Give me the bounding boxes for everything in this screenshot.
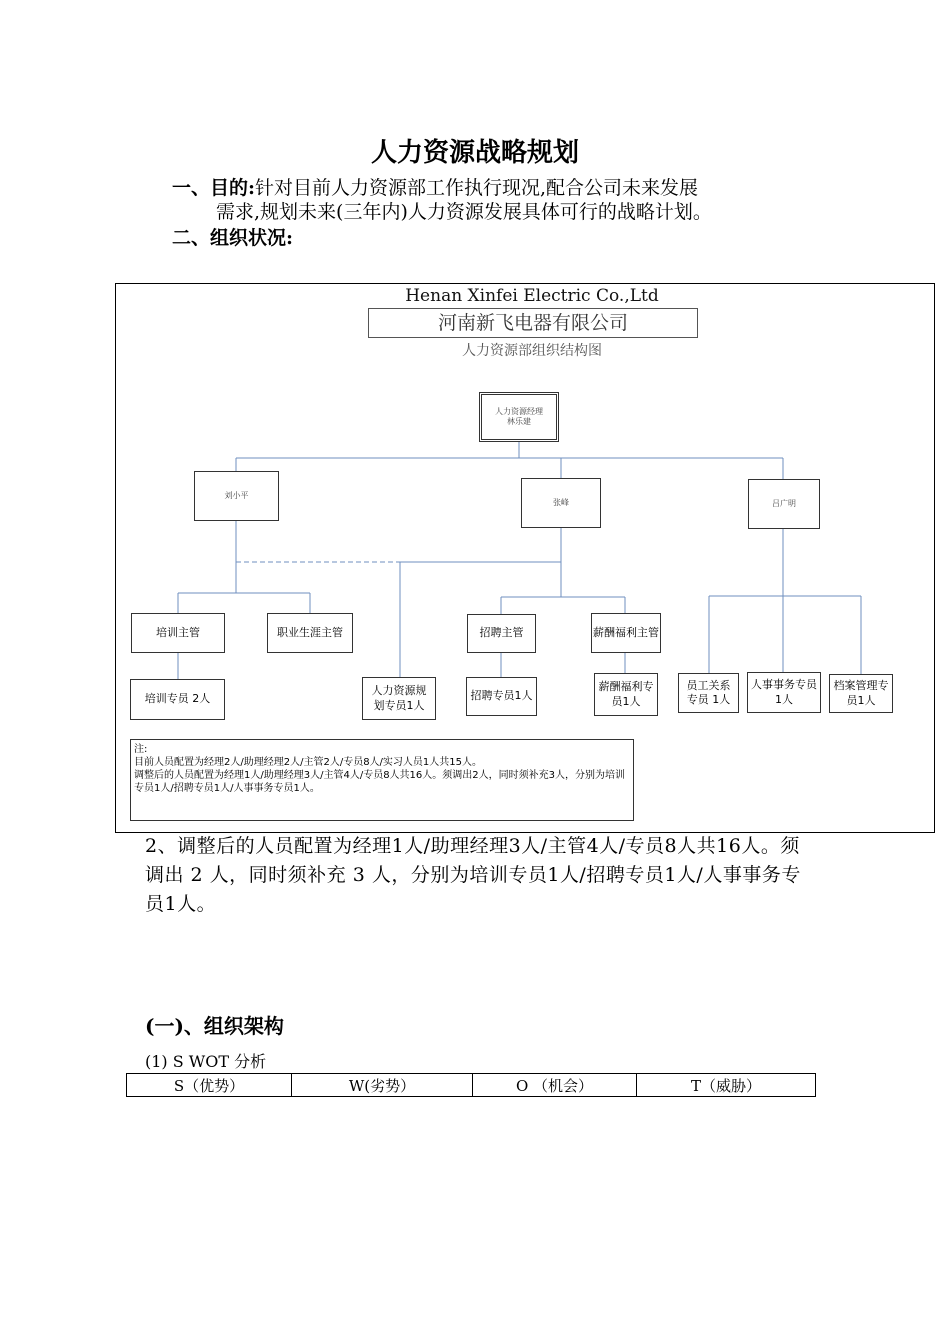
swot-label: (1) S WOT 分析 (145, 1052, 267, 1071)
node-recruit-specialist: 招聘专员1人 (466, 677, 537, 716)
node-hr-manager-title: 人力资源经理 (495, 406, 543, 416)
node-salary-supervisor: 薪酬福利主管 (591, 613, 661, 653)
node-sub-right: 吕广明 (748, 479, 820, 529)
company-chinese-name: 河南新飞电器有限公司 (368, 308, 698, 338)
node-sub-left: 刘小平 (194, 471, 279, 521)
node-recruit-supervisor: 招聘主管 (467, 614, 536, 653)
swot-strengths: S（优势） (127, 1074, 292, 1097)
swot-header-row (127, 1074, 816, 1097)
company-english-name: Henan Xinfei Electric Co.,Ltd (405, 286, 659, 306)
note-line-1: 目前人员配置为经理2人/助理经理2人/主管2人/专员8人/实习人员1人共15人。 (134, 757, 483, 768)
node-training-supervisor: 培训主管 (131, 613, 225, 653)
org-chart-note (130, 739, 634, 821)
purpose-line-2: 需求,规划未来(三年内)人力资源发展具体可行的战略计划。 (216, 201, 712, 223)
node-training-specialist: 培训专员 2人 (130, 679, 225, 720)
node-archives: 档案管理专员1人 (829, 674, 893, 713)
node-career-supervisor: 职业生涯主管 (267, 613, 353, 653)
node-hr-manager (479, 392, 559, 442)
node-personnel-affairs: 人事事务专员1人 (747, 672, 821, 713)
swot-threats: T（威胁） (637, 1074, 816, 1097)
node-employee-relations: 员工关系专员 1人 (678, 673, 739, 713)
swot-opportunities: O （机会） (473, 1074, 637, 1097)
org-status-heading: 二、组织状况: (172, 227, 294, 249)
section-heading: (一)、组织架构 (145, 1014, 284, 1038)
node-hr-planning-specialist: 人力资源规划专员1人 (362, 677, 436, 720)
note-title: 注: (134, 744, 148, 755)
swot-weaknesses: W(劣势） (292, 1074, 473, 1097)
node-salary-specialist: 薪酬福利专员1人 (594, 673, 658, 716)
org-chart-title: 人力资源部组织结构图 (462, 343, 602, 359)
purpose-text-1: 针对目前人力资源部工作执行现况,配合公司未来发展 (255, 177, 699, 199)
document-title: 人力资源战略规划 (370, 138, 579, 168)
node-hr-manager-name: 林乐建 (507, 417, 531, 426)
note-line-2: 调整后的人员配置为经理1人/助理经理3人/主管4人/专员8人共16人。须调出2人，同时须补充3人，分别为培训专员1人/招聘专员1人/人事事务专员1人。 (134, 770, 626, 794)
node-sub-mid: 张峰 (521, 478, 601, 528)
swot-table (126, 1073, 816, 1097)
purpose-label: 一、目的: (172, 177, 256, 199)
adjustment-paragraph: 2、调整后的人员配置为经理1人/助理经理3人/主管4人/专员8人共16人。须调出 2 人，同时须补充 3 人，分别为培训专员1人/招聘专员1人/人事事务专员1人。 (145, 835, 801, 915)
